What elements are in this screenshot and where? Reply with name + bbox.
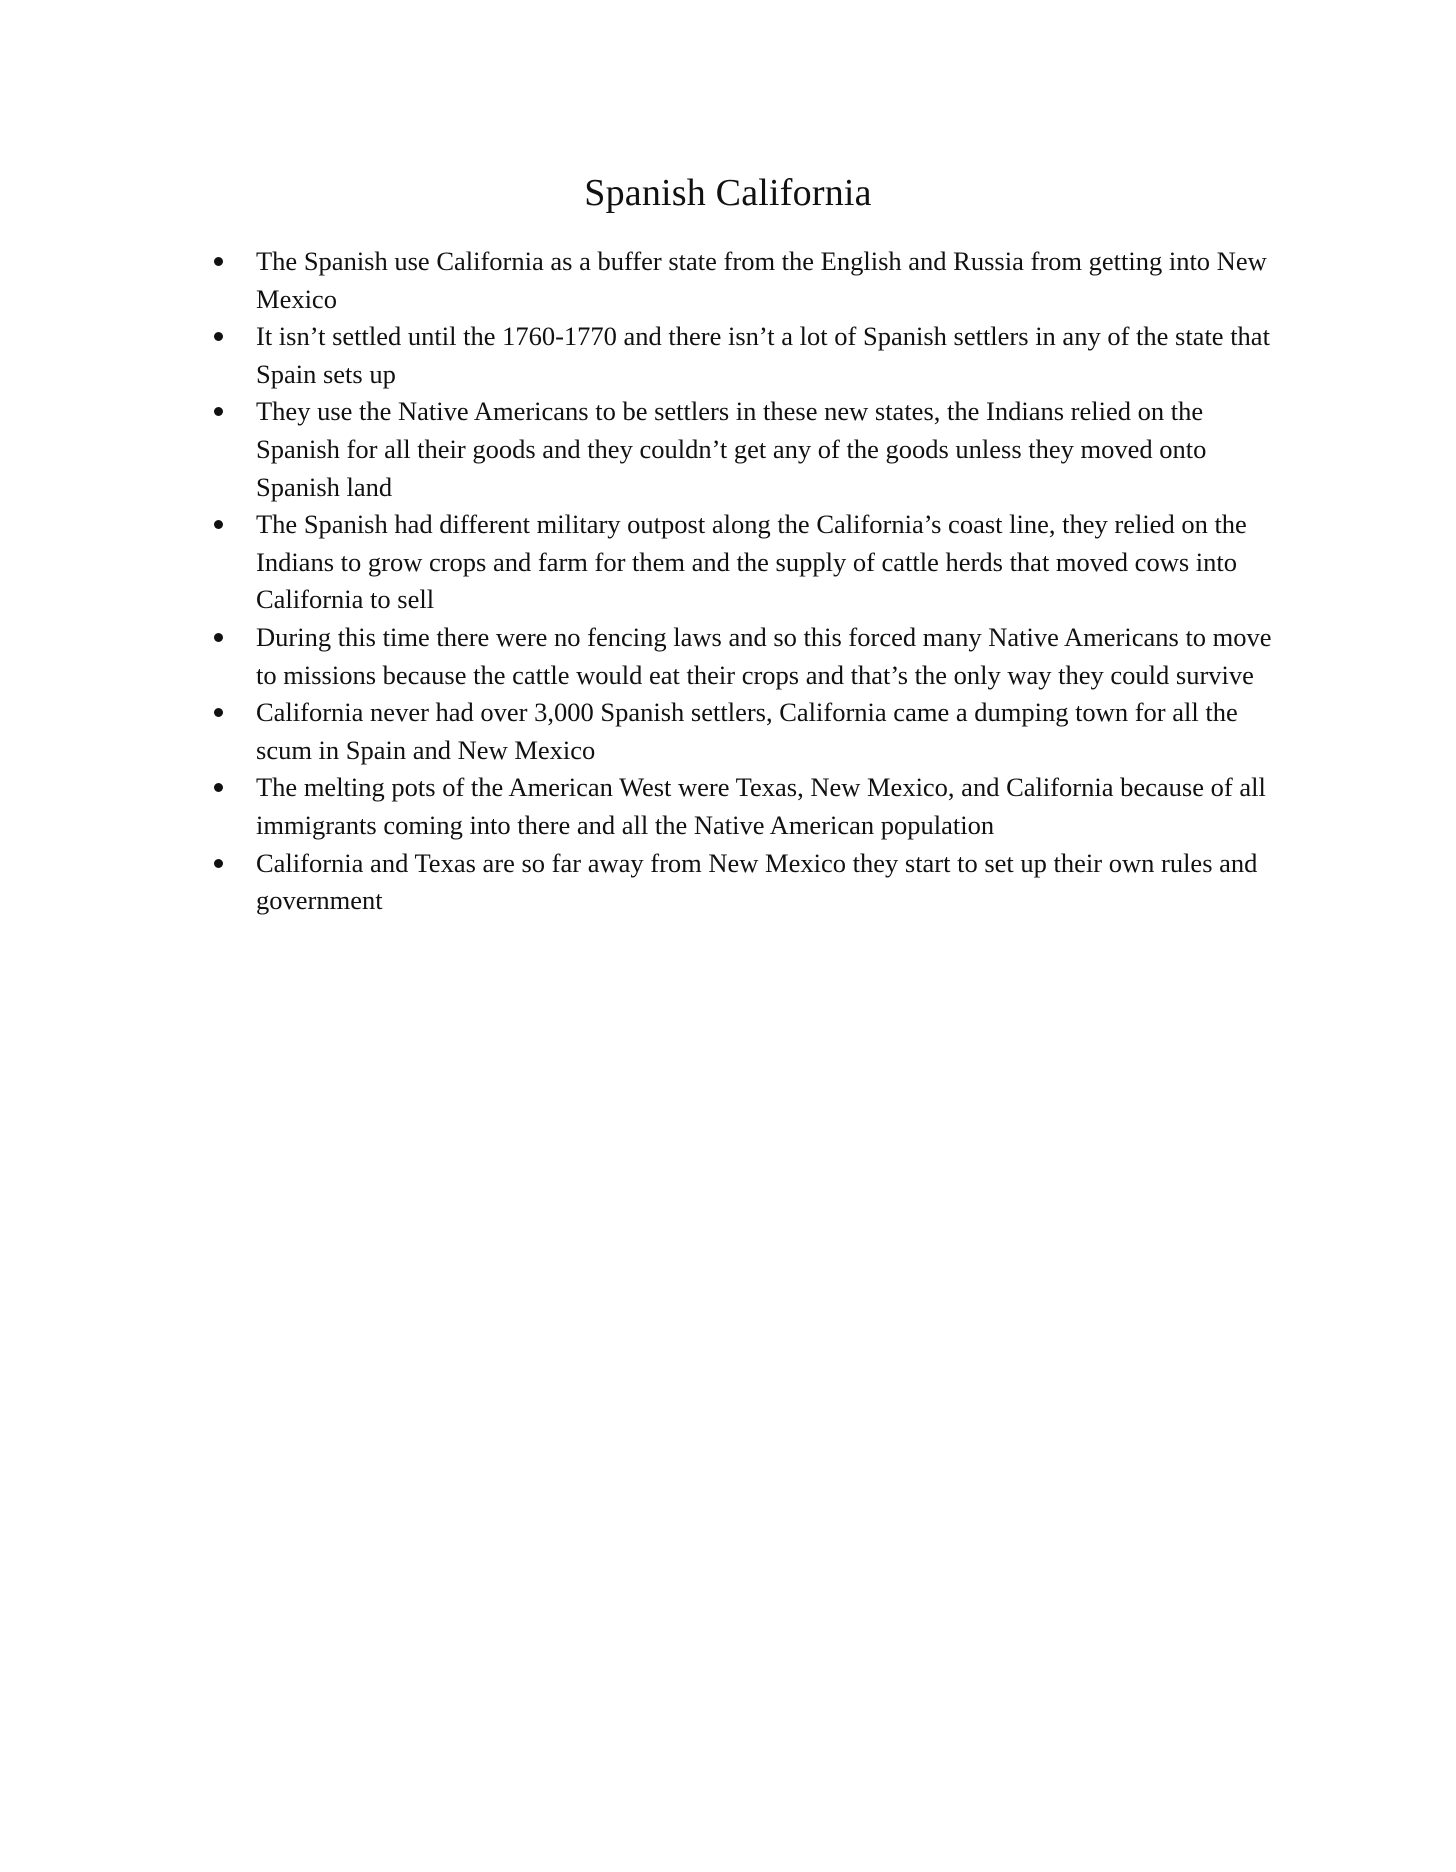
list-item-text: The melting pots of the American West were Texas, New Mexico, and California because of all immigrants coming into there and all the Native American population (256, 772, 1266, 840)
list-item (214, 694, 1284, 769)
list-item (214, 619, 1284, 694)
list-item-text: The Spanish had different military outpost along the California’s coast line, they relied on the Indians to grow crops and farm for them and the supply of cattle herds that moved cows into California to sell (256, 509, 1247, 615)
page-title: Spanish California (584, 172, 872, 214)
list-item (214, 769, 1284, 844)
bullet-icon (214, 257, 223, 266)
list-item-text: California never had over 3,000 Spanish settlers, California came a dumping town for all the scum in Spain and New Mexico (256, 697, 1238, 765)
bullet-icon (214, 407, 223, 416)
list-item (214, 393, 1284, 506)
list-item (214, 243, 1284, 318)
list-item-text: They use the Native Americans to be settlers in these new states, the Indians relied on the Spanish for all their goods and they couldn’t get any of the goods unless they moved onto Spanish land (256, 396, 1207, 502)
list-item-text: During this time there were no fencing laws and so this forced many Native Americans to move to missions because the cattle would eat their crops and that’s the only way they could survive (256, 621, 1272, 690)
list-item-text: California and Texas are so far away from New Mexico they start to set up their own rules and government (256, 847, 1258, 916)
bullet-list (214, 243, 1284, 920)
list-item (214, 318, 1284, 393)
bullet-icon (214, 859, 223, 868)
list-item (214, 506, 1284, 619)
list-item-text: The Spanish use California as a buffer state from the English and Russia from getting into New Mexico (256, 246, 1267, 314)
bullet-icon (214, 708, 223, 717)
bullet-icon (214, 520, 223, 529)
list-item (214, 845, 1284, 920)
bullet-icon (214, 633, 223, 642)
bullet-icon (214, 332, 223, 341)
list-item-text: It isn’t settled until the 1760-1770 and there isn’t a lot of Spanish settlers in any of the state that Spain sets up (256, 321, 1270, 389)
bullet-icon (214, 783, 223, 792)
